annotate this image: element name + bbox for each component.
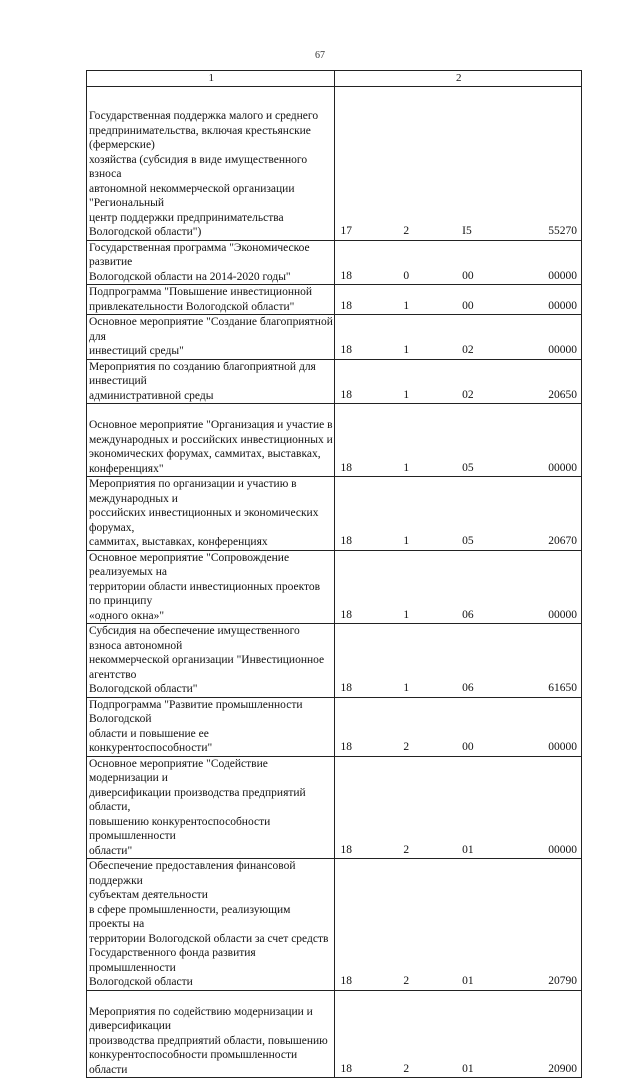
table-row — [87, 624, 582, 698]
row-description: Мероприятия по созданию благоприятной для инвестиций административной среды — [87, 359, 335, 404]
code-part-c4: 55270 — [548, 225, 577, 237]
page-number: 67 — [315, 50, 325, 61]
row-code — [334, 404, 582, 477]
row-description: Подпрограмма "Развитие промышленности Вологодской области и повышение ее конкурентоспособности" — [87, 697, 335, 756]
row-description: Мероприятия по содействию модернизации и диверсификации производства предприятий области, повышению конкурентоспособности промышленности области — [87, 990, 335, 1078]
code-part-c1: 18 — [340, 682, 352, 694]
code-part-c4: 00000 — [548, 344, 577, 356]
code-part-c3: 00 — [462, 741, 474, 753]
row-description: Основное мероприятие "Создание благоприятной для инвестиций среды" — [87, 315, 335, 360]
table-row — [87, 404, 582, 477]
row-code — [334, 756, 582, 859]
code-part-c4: 00000 — [548, 741, 577, 753]
table-row — [87, 240, 582, 285]
code-part-c1: 18 — [340, 388, 352, 401]
code-part-c4: 20900 — [548, 1062, 577, 1075]
table-row — [87, 756, 582, 859]
code-part-c2: 1 — [403, 461, 410, 474]
row-code — [334, 990, 582, 1078]
row-code — [334, 315, 582, 360]
code-part-c3: 06 — [462, 682, 474, 694]
code-part-c3: 01 — [462, 843, 474, 856]
row-description: Обеспечение предоставления финансовой поддержки субъектам деятельности в сфере промышленности, реализующим проекты на территории Вологодской области за счет средств Государственного фонда развития промышленности Вологодской области — [87, 859, 335, 991]
row-code — [334, 859, 582, 991]
row-code — [334, 477, 582, 551]
row-description: Основное мероприятие "Организация и участие в международных и российских инвестиционных и экономических форумах, саммитах, выставках, конференциях" — [87, 404, 335, 477]
row-description: Государственная поддержка малого и среднего предпринимательства, включая крестьянские (фермерские) хозяйства (субсидия в виде имущественного взноса автономной некоммерческой организации "Региональный центр поддержки предпринимательства Вологодской области") — [87, 87, 335, 241]
row-description: Субсидия на обеспечение имущественного взноса автономной некоммерческой организации "Инвестиционное агентство Вологодской области" — [87, 624, 335, 698]
table-row — [87, 477, 582, 551]
code-part-c3: I5 — [462, 225, 472, 237]
code-part-c4: 61650 — [548, 682, 577, 694]
row-code — [334, 87, 582, 241]
row-code — [334, 240, 582, 285]
code-part-c2: 2 — [403, 225, 410, 237]
code-part-c1: 18 — [340, 741, 352, 753]
code-part-c1: 18 — [340, 299, 352, 312]
code-part-c2: 2 — [403, 843, 410, 856]
code-part-c2: 1 — [403, 299, 410, 312]
code-part-c1: 18 — [340, 344, 352, 356]
code-part-c1: 18 — [340, 843, 352, 856]
code-part-c1: 18 — [340, 535, 352, 547]
table-row — [87, 859, 582, 991]
column-header-2: 2 — [334, 71, 582, 87]
code-part-c2: 1 — [403, 535, 410, 547]
table-row — [87, 697, 582, 756]
code-part-c2: 1 — [403, 682, 410, 694]
row-code — [334, 285, 582, 315]
table-row — [87, 285, 582, 315]
code-part-c2: 1 — [403, 388, 410, 401]
code-part-c4: 00000 — [548, 608, 577, 621]
code-part-c2: 2 — [403, 1062, 410, 1075]
code-part-c2: 1 — [403, 608, 410, 621]
row-description: Государственная программа "Экономическое развитие Вологодской области на 2014-2020 годы" — [87, 240, 335, 285]
row-code — [334, 550, 582, 624]
row-code — [334, 359, 582, 404]
code-part-c1: 17 — [340, 225, 352, 237]
table-row — [87, 87, 582, 241]
code-part-c3: 06 — [462, 608, 474, 621]
code-part-c4: 20670 — [548, 535, 577, 547]
column-header-1: 1 — [87, 71, 335, 87]
code-part-c1: 18 — [340, 461, 352, 474]
code-part-c1: 18 — [340, 608, 352, 621]
code-part-c4: 00000 — [548, 269, 577, 282]
code-part-c3: 02 — [462, 344, 474, 356]
code-part-c3: 05 — [462, 535, 474, 547]
code-part-c3: 00 — [462, 299, 474, 312]
code-part-c2: 0 — [403, 269, 410, 282]
table-row — [87, 315, 582, 360]
code-part-c4: 20790 — [548, 975, 577, 987]
table-row — [87, 359, 582, 404]
row-description: Подпрограмма "Повышение инвестиционной привлекательности Вологодской области" — [87, 285, 335, 315]
table-row — [87, 990, 582, 1078]
code-part-c1: 18 — [340, 269, 352, 282]
row-code — [334, 624, 582, 698]
code-part-c2: 2 — [403, 975, 410, 987]
code-part-c3: 01 — [462, 975, 474, 987]
table-header-row — [87, 71, 582, 87]
code-part-c3: 02 — [462, 388, 474, 401]
code-part-c1: 18 — [340, 1062, 352, 1075]
code-part-c4: 00000 — [548, 461, 577, 474]
row-description: Основное мероприятие "Сопровождение реализуемых на территории области инвестиционных проектов по принципу «одного окна»" — [87, 550, 335, 624]
row-code — [334, 697, 582, 756]
code-part-c3: 00 — [462, 269, 474, 282]
code-part-c2: 1 — [403, 344, 410, 356]
row-description: Мероприятия по организации и участию в международных и российских инвестиционных и экономических форумах, саммитах, выставках, конференциях — [87, 477, 335, 551]
code-part-c1: 18 — [340, 975, 352, 987]
row-description: Основное мероприятие "Содействие модернизации и диверсификации производства предприятий области, повышению конкурентоспособности промышленности области" — [87, 756, 335, 859]
code-part-c4: 20650 — [548, 388, 577, 401]
code-part-c4: 00000 — [548, 299, 577, 312]
code-part-c3: 01 — [462, 1062, 474, 1075]
budget-classification-table — [86, 70, 582, 1078]
code-part-c2: 2 — [403, 741, 410, 753]
code-part-c4: 00000 — [548, 843, 577, 856]
code-part-c3: 05 — [462, 461, 474, 474]
table-row — [87, 550, 582, 624]
